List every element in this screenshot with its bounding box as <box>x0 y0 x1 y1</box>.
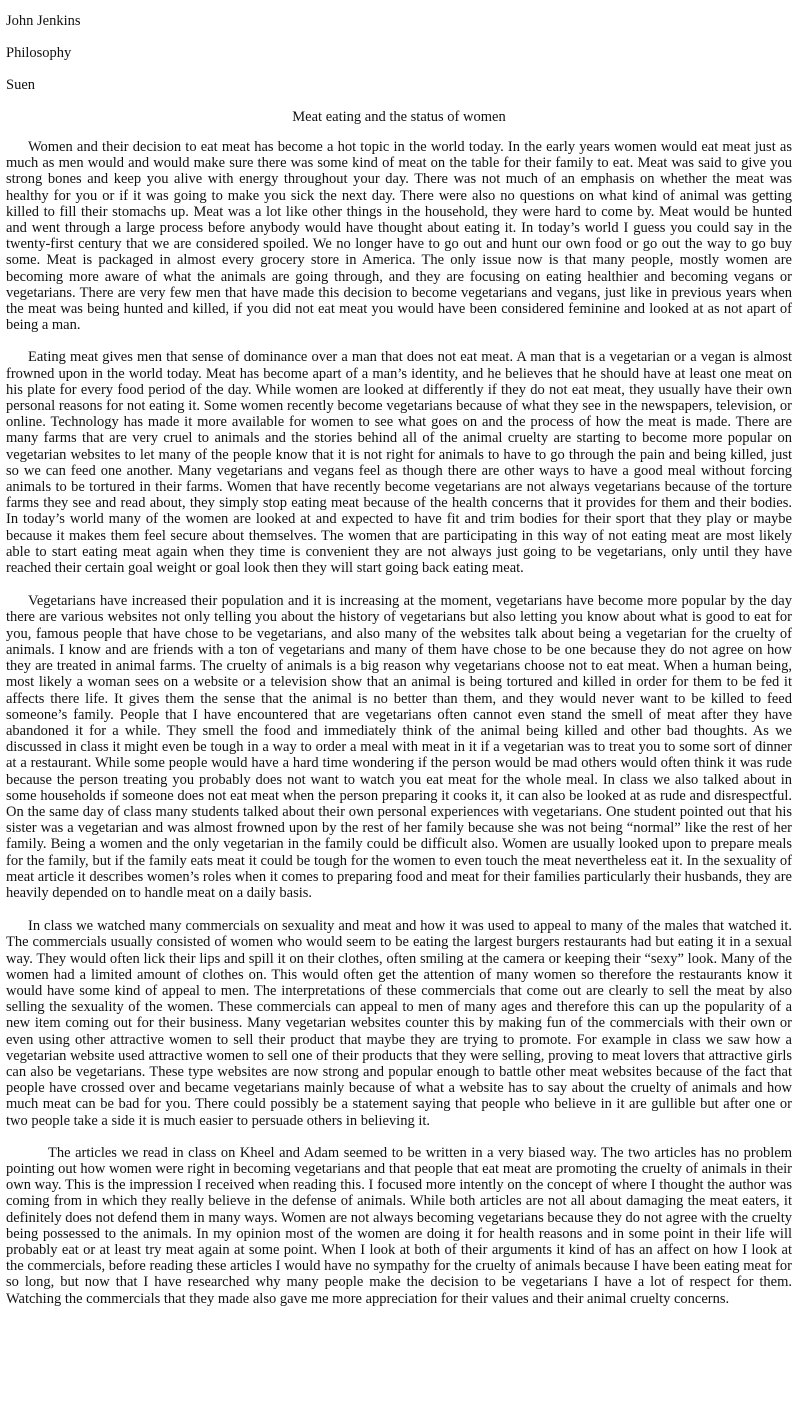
document-page <box>6 0 792 1307</box>
essay-title: Meat eating and the status of women <box>292 109 506 125</box>
paragraph-2: Eating meat gives men that sense of dominance over a man that does not eat meat. A man that is a vegetarian or a vegan is almost frowned upon in the world today. Meat has become apart of a man’s identity, and he believes that he should have at least one meat on his plate for every food period of the day. While women are looked at differently if they do not eat meat, they usually have their own personal reasons for not eating it. Some women recently become vegetarians because of what they see in the newspapers, television, or online. Technology has made it more available for women to see what goes on and the process of how the meat is made. There are many farms that are very cruel to animals and the stories behind all of the animal cruelty are starting to become more popular on vegetarian websites to let many of the people know that it is not right for animals to have to go through the pain and being killed, just so we can feed one another. Many vegetarians and vegans feel as though there are other ways to have a good meal without forcing animals to be tortured in their farms. Women that have recently become vegetarians are not always vegetarians because of the torture farms they see and read about, they simply stop eating meat because of the health concerns that it provides for them and their bodies. In today’s world many of the women are looked at and expected to have fit and trim bodies for their sport that they play or maybe because it makes them feel secure about themselves. The women that are participating in this way of not eating meat are most likely able to start eating meat again when they time is convenient they are not always just going to be vegetarians, only until they have reached their certain goal weight or goal look then they will start going back eating meat. <box>6 349 792 577</box>
instructor-name: Suen <box>6 77 35 93</box>
paragraph-1: Women and their decision to eat meat has become a hot topic in the world today. In the early years women would eat meat just as much as men would and would make sure there was some kind of meat on the table for their family to eat. Meat was said to give you strong bones and keep you alive with energy throughout your day. There was not much of an emphasis on whether the meat was healthy for you or if it was going to make you sick the next day. There were also no questions on what kind of animal was getting killed to fill their stomachs up. Meat was a lot like other things in the household, they were hard to come by. Meat would be hunted and went through a large process before anybody would have thought about eating it. In today’s world I guess you could say in the twenty-first century that we are considered spoiled. We no longer have to go out and hunt our own food or go out the way to go buy some. Meat is packaged in almost every grocery store in America. The only issue now is that many people, mostly women are becoming more aware of what the animals are going through, and they are focusing on eating healthier and becoming vegans or vegetarians. There are very few men that have made this decision to become vegetarians and vegans, just like in previous years when the meat was being hunted and killed, if you did not eat meat you would have been considered feminine and looked at as not apart of being a man. <box>6 139 792 334</box>
paragraph-5: The articles we read in class on Kheel and Adam seemed to be written in a very biased way. The two articles has no problem pointing out how women were right in becoming vegetarians and that people that eat meat are promoting the cruelty of animals in their own way. This is the impression I received when reading this. I focused more intently on the concept of where I thought the author was coming from in which they really believe in the defense of animals. While both articles are not all about damaging the meat eaters, it definitely does not defend them in many ways. Women are not always becoming vegetarians because they do not agree with the cruelty being possessed to the animals. In my opinion most of the women are doing it for health reasons and in some point in their life will probably eat or at least try meat again at some point. When I look at both of their arguments it kind of has an affect on how I look at the commercials, before reading these articles I would have no sympathy for the cruelty of animals because I have been eating meat for so long, but now that I have researched why many people make the decision to be vegetarians I have a lot of respect for them. Watching the commercials that they made also gave me more appreciation for their values and their animal cruelty concerns. <box>6 1144 792 1307</box>
paragraph-3: Vegetarians have increased their population and it is increasing at the moment, vegetarians have become more popular by the day there are various websites not only telling you about the history of vegetarians but also letting you know about what is good to eat for you, famous people that have chose to be vegetarians, and also many of the websites talk about being a vegetarian for the cruelty of animals. I know and are friends with a ton of vegetarians and many of them have chose to be one because they do not agree on how they are treated in animal farms. The cruelty of animals is a big reason why vegetarians choose not to eat meat. When a human being, most likely a woman sees on a website or a television show that an animal is being tortured and killed in order for them to be fed it affects there life. It gives them the sense that the animal is no better than them, and they would never want to be killed to feed someone’s family. People that I have encountered that are vegetarians often cannot even stand the smell of meat after they have abandoned it for a while. They smell the food and immediately think of the animal being killed and other bad thoughts. As we discussed in class it might even be tough in a way to order a meal with meat in it if a vegetarian was to treat you to some sort of dinner at a restaurant. While some people would have a hard time wondering if the person would be mad others would often think it was rude because the person treating you probably does not want to watch you eat meat for the whole meal. In class we also talked about in some households if someone does not eat meat when the person preparing it cooks it, it can also be looked at as rude and disrespectful. On the same day of class many students talked about their own personal experiences with vegetarians. One student pointed out that his sister was a vegetarian and was almost frowned upon by the rest of her family because she was not being “normal” like the rest of her family. Being a women and the only vegetarian in the family could be difficult also. Women are usually looked upon to prepare meals for the family, but if the family eats meat it could be tough for the women to even touch the meat nevertheless eat it. In the sexuality of meat article it describes women’s roles when it comes to preparing food and meat for their families particularly their husbands, they are heavily depended on to handle meat on a daily basis. <box>6 593 792 901</box>
author-name: John Jenkins <box>6 13 81 29</box>
paragraph-4: In class we watched many commercials on sexuality and meat and how it was used to appeal to many of the males that watched it. The commercials usually consisted of women who would seem to be eating the largest burgers restaurants had but eating it in a sexual way. They would often lick their lips and spill it on their clothes, often smiling at the camera or keeping their “sexy” look. Many of the women had a limited amount of clothes on. This would often get the attention of many women so therefore the restaurants know it would have some kind of appeal to men. The interpretations of these commercials that come out are clearly to sell the meat by also selling the sexuality of the women. These commercials can appeal to men of many ages and therefore this can up the popularity of a new item coming out for their business. Many vegetarian websites counter this by making fun of the commercials with their own or even using other attractive women to sell their product that maybe they are trying to promote. For example in class we saw how a vegetarian website used attractive women to sell one of their products that they were selling, proving to meat lovers that attractive girls can also be vegetarians. These type websites are now strong and popular enough to battle other meat websites because of the fact that people have crossed over and became vegetarians mainly because of what a website has to say about the cruelty of animals and how much meat can be bad for you. There could possibly be a statement saying that people who believe in it are gullible but after one or two people take a side it is much easier to persuade others in believing it. <box>6 918 792 1129</box>
course-name: Philosophy <box>6 45 72 61</box>
